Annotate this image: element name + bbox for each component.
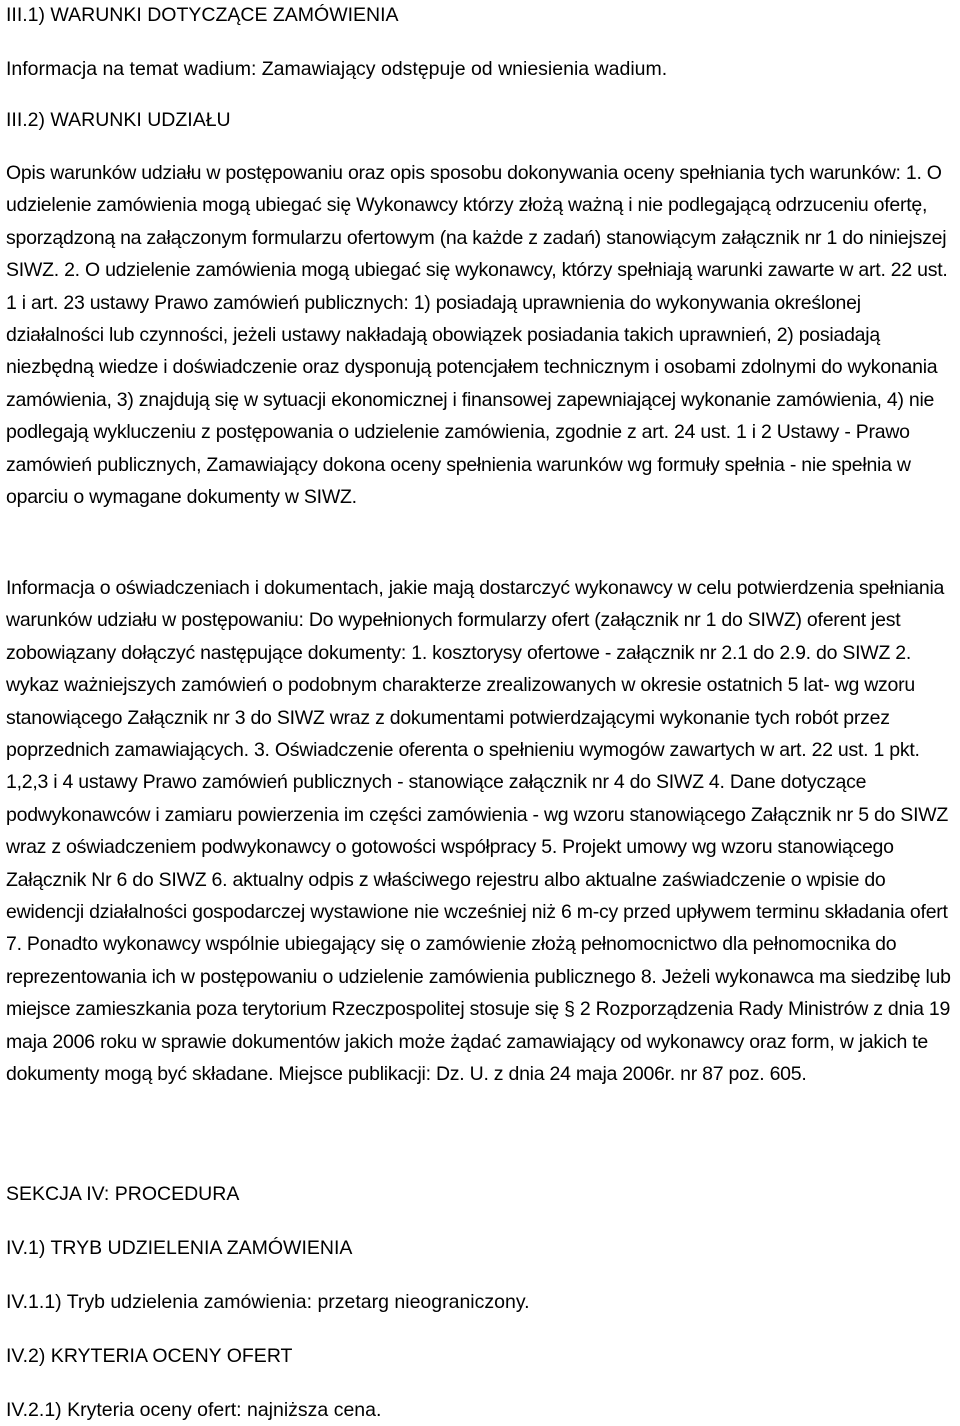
required-documents-paragraph: Informacja o oświadczeniach i dokumentach, jakie mają dostarczyć wykonawcy w celu potwierdzenia spełniania warunków udziału w postępowaniu: Do wypełnionych formularzy ofert (załącznik nr 1 do SIWZ) oferent jest zobowiązany dołączyć następujące dokumenty: 1. kosztorysy ofertowe - załącznik nr 2.1 do 2.9. do SIWZ 2. wykaz ważniejszych zamówień o podobnym charakterze zrealizowanych w okresie ostatnich 5 lat- wg wzoru stanowiącego Załącznik nr 3 do SIWZ wraz z dokumentami potwierdzającymi wykonanie tych robót przez poprzednich zamawiających. 3. Oświadczenie oferenta o spełnieniu wymogów zawartych w art. 22 ust. 1 pkt. 1,2,3 i 4 ustawy Prawo zamówień publicznych - stanowiące załącznik nr 4 do SIWZ 4. Dane dotyczące podwykonawców i zamiaru powierzenia im części zamówienia - wg wzoru stanowiącego Załącznik nr 5 do SIWZ wraz z oświadczeniem podwykonawcy o gotowości współpracy 5. Projekt umowy wg wzoru stanowiącego Załącznik Nr 6 do SIWZ 6. aktualny odpis z właściwego rejestru albo aktualne zaświadczenie o wpisie do ewidencji działalności gospodarczej wystawione nie wcześniej niż 6 m-cy przed upływem terminu składania ofert 7. Ponadto wykonawcy wspólnie ubiegający się o zamówienie złożą pełnomocnictwo dla pełnomocnika do reprezentowania ich w postępowaniu o udzielenie zamówienia publicznego 8. Jeżeli wykonawca ma siedzibę lub miejsce zamieszkania poza terytorium Rzeczpospolitej stosuje się § 2 Rozporządzenia Rady Ministrów z dnia 19 maja 2006 roku w sprawie dokumentów jakich może żądać zamawiający od wykonawcy oraz form, w jakich te dokumenty mogą być składane. Miejsce publikacji: Dz. U. z dnia 24 maja 2006r. nr 87 poz. 605. bbox=[6, 577, 951, 1086]
evaluation-criteria-paragraph: IV.2.1) Kryteria oceny ofert: najniższa cena. bbox=[6, 1399, 382, 1421]
procedure-mode-paragraph: IV.1.1) Tryb udzielenia zamówienia: przetarg nieograniczony. bbox=[6, 1291, 530, 1313]
wadium-paragraph: Informacja na temat wadium: Zamawiający odstępuje od wniesienia wadium. bbox=[6, 58, 668, 80]
section-heading-iv-2: IV.2) KRYTERIA OCENY OFERT bbox=[6, 1345, 293, 1367]
section-heading-iv-1: IV.1) TRYB UDZIELENIA ZAMÓWIENIA bbox=[6, 1237, 353, 1259]
section-heading-iv: SEKCJA IV: PROCEDURA bbox=[6, 1183, 240, 1205]
section-heading-iii-1: III.1) WARUNKI DOTYCZĄCE ZAMÓWIENIA bbox=[6, 4, 399, 26]
section-heading-iii-2: III.2) WARUNKI UDZIAŁU bbox=[6, 109, 231, 131]
participation-conditions-paragraph: Opis warunków udziału w postępowaniu oraz opis sposobu dokonywania oceny spełniania tych warunków: 1. O udzielenie zamówienia mogą ubiegać się Wykonawcy którzy złożą ważną i nie podlegającą odrzuceniu ofertę, sporządzoną na załączonym formularzu ofertowym (na każde z zadań) stanowiącym załącznik nr 1 do niniejszej SIWZ. 2. O udzielenie zamówienia mogą ubiegać się wykonawcy, którzy spełniają warunki zawarte w art. 22 ust. 1 i art. 23 ustawy Prawo zamówień publicznych: 1) posiadają uprawnienia do wykonywania określonej działalności lub czynności, jeżeli ustawy nakładają obowiązek posiadania takich uprawnień, 2) posiadają niezbędną wiedze i doświadczenie oraz dysponują potencjałem technicznym i osobami zdolnymi do wykonania zamówienia, 3) znajdują się w sytuacji ekonomicznej i finansowej zapewniającej wykonanie zamówienia, 4) nie podlegają wykluczeniu z postępowania o udzielenie zamówienia, zgodnie z art. 24 ust. 1 i 2 Ustawy - Prawo zamówień publicznych, Zamawiający dokona oceny spełnienia warunków wg formuły spełnia - nie spełnia w oparciu o wymagane dokumenty w SIWZ. bbox=[6, 162, 948, 509]
